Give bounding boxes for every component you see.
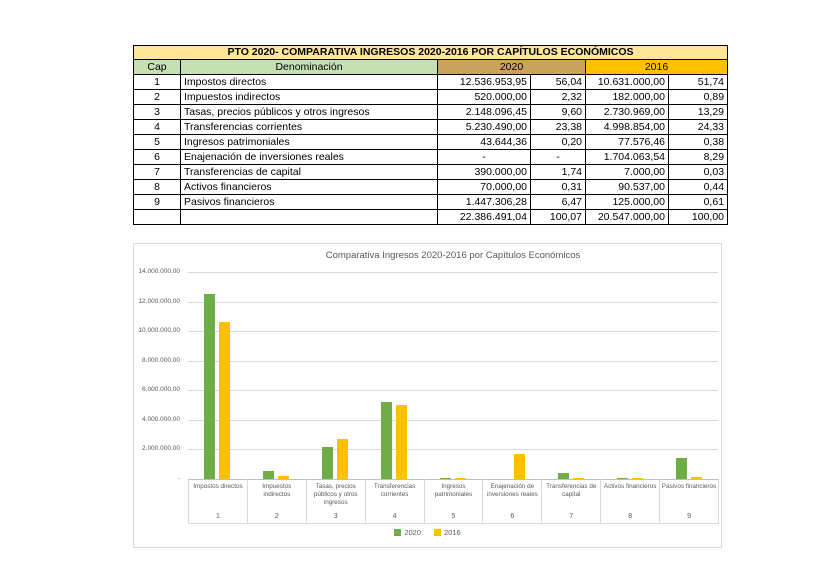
table-total-row (134, 210, 728, 225)
cap-cell: 2 (134, 90, 181, 105)
x-category-cell (366, 479, 425, 523)
x-category-label: Transferencias corrientes (373, 483, 416, 499)
x-category-number: 6 (510, 513, 515, 520)
pct-2020-cell: 56,04 (531, 75, 586, 90)
plot-area (188, 272, 718, 479)
bar-2016-cat3 (337, 439, 348, 479)
value-2020-cell: 520.000,00 (438, 90, 531, 105)
bar-2020-cat1 (204, 294, 215, 479)
x-category-number: 1 (215, 513, 220, 520)
total-pct-2020-cell: 100,07 (531, 210, 586, 225)
pct-2020-cell: 0,31 (531, 180, 586, 195)
value-2020-cell: 5.230.490,00 (438, 120, 531, 135)
pct-2020-cell: 0,20 (531, 135, 586, 150)
bar-2020-cat3 (322, 447, 333, 479)
cap-cell: 7 (134, 165, 181, 180)
y-tick-label: 12.000.000,00 (138, 297, 180, 305)
legend-label-2016: 2016 (444, 528, 461, 537)
denominacion-cell: Tasas, precios públicos y otros ingresos (181, 105, 438, 120)
cap-cell: 3 (134, 105, 181, 120)
pct-2020-cell: 1,74 (531, 165, 586, 180)
x-category-label: Ingresos patrimoniales (434, 483, 473, 499)
total-denominacion-cell (181, 210, 438, 225)
y-tick-label: - (177, 475, 180, 482)
denominacion-cell: Pasivos financieros (181, 195, 438, 210)
value-2016-cell: 7.000,00 (586, 165, 669, 180)
bar-2016-cat4 (396, 405, 407, 479)
col-header-2016: 2016 (586, 60, 728, 75)
cap-cell: 1 (134, 75, 181, 90)
y-tick-label: 4.000.000,00 (142, 415, 180, 423)
x-category-cell (307, 479, 366, 523)
denominacion-cell: Transferencias de capital (181, 165, 438, 180)
x-category-cell (601, 479, 660, 523)
table-title-row (134, 46, 728, 60)
x-category-label: Enajenación de inversiones reales (486, 483, 538, 499)
cap-cell: 9 (134, 195, 181, 210)
pct-2016-cell: 0,38 (669, 135, 728, 150)
y-tick-label: 10.000.000,00 (138, 327, 180, 335)
cap-cell: 4 (134, 120, 181, 135)
table-row (134, 120, 728, 135)
pct-2016-cell: 0,89 (669, 90, 728, 105)
x-category-number: 4 (392, 513, 397, 520)
x-category-number: 2 (274, 513, 279, 520)
x-category-cell (189, 479, 248, 523)
pct-2016-cell: 8,29 (669, 150, 728, 165)
bar-2020-cat9 (676, 458, 687, 479)
table-title: PTO 2020- COMPARATIVA INGRESOS 2020-2016 POR CAPÍTULOS ECONÓMICOS (134, 46, 728, 60)
pct-2020-cell: 23,38 (531, 120, 586, 135)
pct-2016-cell: 51,74 (669, 75, 728, 90)
cap-cell: 5 (134, 135, 181, 150)
value-2016-cell: 4.998.854,00 (586, 120, 669, 135)
x-category-number: 9 (687, 513, 691, 520)
legend-item-2020 (394, 528, 421, 537)
denominacion-cell: Impostos directos (181, 75, 438, 90)
x-category-cell (660, 479, 719, 523)
x-category-cell (483, 479, 542, 523)
value-2020-cell: 12.536.953,95 (438, 75, 531, 90)
pct-2020-cell: 9,60 (531, 105, 586, 120)
total-value-2016-cell: 20.547.000,00 (586, 210, 669, 225)
pct-2016-cell: 24,33 (669, 120, 728, 135)
table-row (134, 105, 728, 120)
chart-title: Comparativa Ingresos 2020-2016 por Capítulos Económicos (325, 250, 581, 261)
x-category-cell (542, 479, 601, 523)
x-category-cell (425, 479, 484, 523)
legend-item-2016 (434, 528, 461, 537)
x-category-label: Pasivos financieros (661, 483, 717, 490)
table-row (134, 195, 728, 210)
y-tick-label: 6.000.000,00 (142, 386, 180, 394)
table-header-row (134, 60, 728, 75)
x-category-label: Impuestos indirectos (262, 483, 292, 499)
x-category-label: Impostos directos (193, 483, 243, 490)
legend (134, 528, 721, 537)
bar-2016-cat1 (219, 322, 230, 479)
legend-swatch-2016 (434, 529, 441, 536)
pct-2020-cell: 6,47 (531, 195, 586, 210)
denominacion-cell: Enajenación de inversiones reales (181, 150, 438, 165)
col-header-cap: Cap (134, 60, 181, 75)
value-2016-cell: 182.000,00 (586, 90, 669, 105)
denominacion-cell: Transferencias corrientes (181, 120, 438, 135)
col-header-denominacion: Denominación (181, 60, 438, 75)
value-2020-cell: 1.447.306,28 (438, 195, 531, 210)
total-pct-2016-cell: 100,00 (669, 210, 728, 225)
pct-2020-cell: - (531, 150, 586, 165)
x-axis (188, 479, 719, 524)
value-2016-cell: 2.730.969,00 (586, 105, 669, 120)
x-category-number: 7 (569, 513, 574, 520)
cap-cell: 8 (134, 180, 181, 195)
table-row (134, 75, 728, 90)
legend-label-2020: 2020 (404, 528, 421, 537)
x-category-number: 3 (333, 513, 338, 520)
total-cap-cell (134, 210, 181, 225)
x-category-number: 5 (451, 513, 456, 520)
denominacion-cell: Activos financieros (181, 180, 438, 195)
table-row (134, 165, 728, 180)
x-category-label: Tasas, precios públicos y otros ingresos (313, 483, 358, 507)
pct-2016-cell: 0,61 (669, 195, 728, 210)
value-2016-cell: 1.704.063,54 (586, 150, 669, 165)
value-2020-cell: 43.644,36 (438, 135, 531, 150)
value-2020-cell: - (438, 150, 531, 165)
pct-2016-cell: 13,29 (669, 105, 728, 120)
value-2020-cell: 390.000,00 (438, 165, 531, 180)
y-tick-label: 14.000.000,00 (138, 268, 180, 275)
pct-2016-cell: 0,03 (669, 165, 728, 180)
value-2016-cell: 77.576,46 (586, 135, 669, 150)
bar-2020-cat2 (263, 471, 274, 479)
y-tick-label: 8.000.000,00 (142, 356, 180, 364)
ingresos-comparativa-table (133, 45, 728, 225)
table-row (134, 150, 728, 165)
value-2020-cell: 70.000,00 (438, 180, 531, 195)
x-category-cell (248, 479, 307, 523)
table-row (134, 90, 728, 105)
pct-2016-cell: 0,44 (669, 180, 728, 195)
cap-cell: 6 (134, 150, 181, 165)
value-2016-cell: 90.537,00 (586, 180, 669, 195)
table-row (134, 180, 728, 195)
total-value-2020-cell: 22.386.491,04 (438, 210, 531, 225)
x-category-label: Transferencias de capital (546, 483, 597, 499)
value-2016-cell: 125.000,00 (586, 195, 669, 210)
bar-2020-cat4 (381, 402, 392, 479)
pct-2020-cell: 2,32 (531, 90, 586, 105)
bar-chart (133, 243, 722, 548)
col-header-2020: 2020 (438, 60, 586, 75)
bar-2016-cat6 (514, 454, 525, 479)
table-row (134, 135, 728, 150)
denominacion-cell: Ingresos patrimoniales (181, 135, 438, 150)
denominacion-cell: Impuestos indirectos (181, 90, 438, 105)
x-category-label: Activos financieros (603, 483, 657, 490)
y-tick-label: 2.000.000,00 (142, 445, 180, 453)
value-2016-cell: 10.631.000,00 (586, 75, 669, 90)
x-category-number: 8 (628, 513, 633, 520)
legend-swatch-2020 (394, 529, 401, 536)
value-2020-cell: 2.148.096,45 (438, 105, 531, 120)
